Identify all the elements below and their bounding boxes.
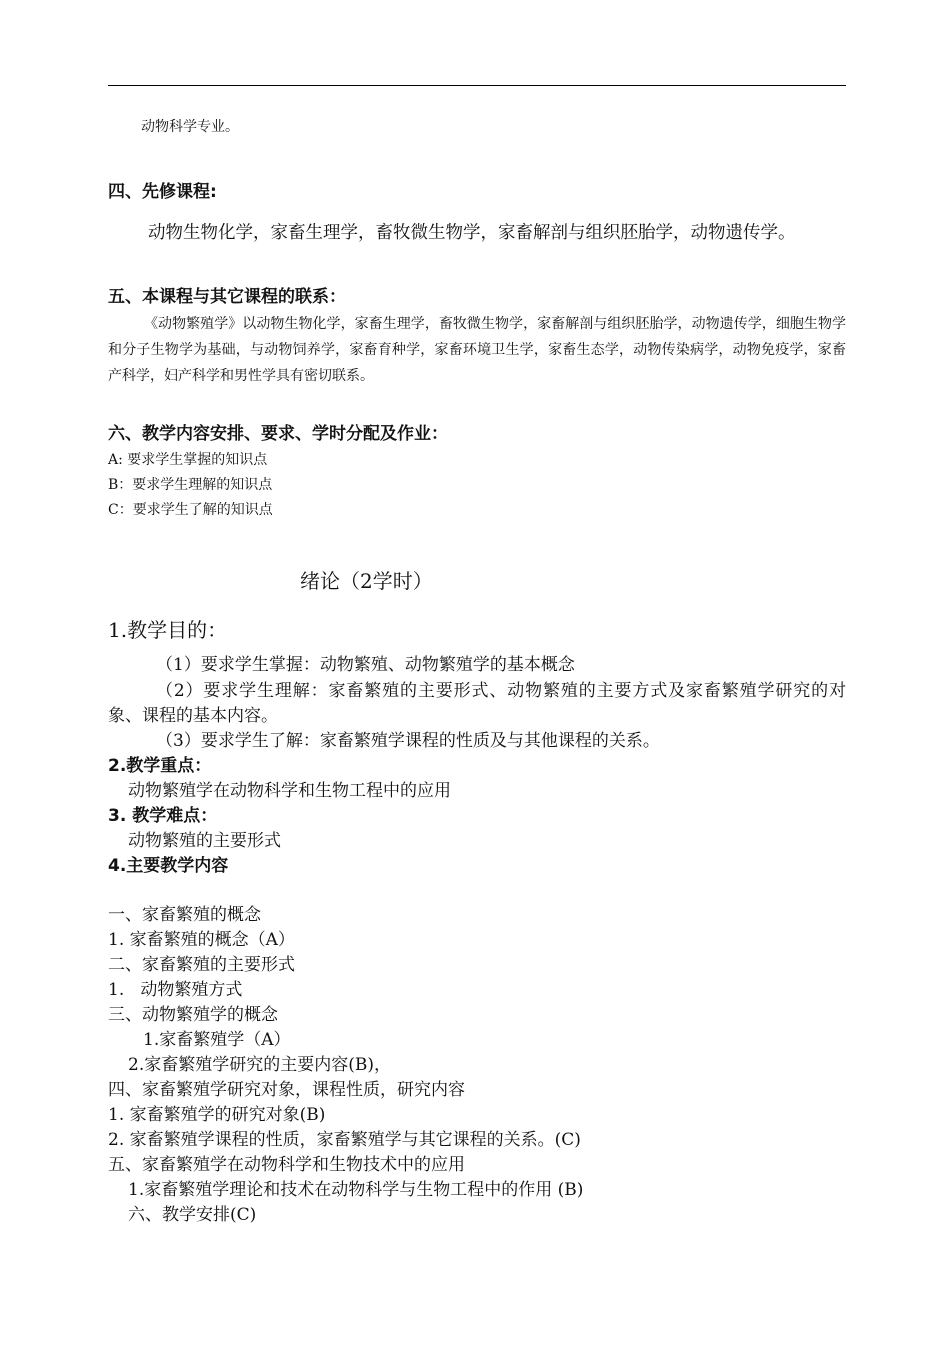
arrange-heading: 六、教学内容安排、要求、学时分配及作业：: [108, 424, 448, 444]
outline-item: 1.家畜繁殖学（A）: [143, 1030, 291, 1050]
outline-item: 2.家畜繁殖学研究的主要内容(B)，: [128, 1055, 391, 1075]
outline-item: 1. 家畜繁殖学的研究对象(B): [108, 1105, 326, 1125]
outline-item: 二、家畜繁殖的主要形式: [108, 955, 295, 975]
difficult-body: 动物繁殖的主要形式: [128, 831, 281, 851]
major-text: 动物科学专业。: [141, 119, 239, 135]
outline-item: 六、教学安排(C): [128, 1205, 257, 1225]
outline-item: 一、家畜繁殖的概念: [108, 905, 261, 925]
outline-item: 2. 家畜繁殖学课程的性质，家畜繁殖学与其它课程的关系。(C): [108, 1130, 581, 1150]
outline-item: 1.家畜繁殖学理论和技术在动物科学与生物工程中的作用 (B): [128, 1180, 584, 1200]
key-heading: 2.教学重点：: [108, 756, 212, 776]
relation-body: 《动物繁殖学》以动物生物化学，家畜生理学，畜牧微生物学，家畜解剖与组织胚胎学，动物遗传学，细胞生物学和分子生物学为基础，与动物饲养学，家畜育种学，家畜环境卫生学，家畜生态学，动物传染病学，动物免疫学，家畜产科学，妇产科学和男性学具有密切联系。: [108, 316, 846, 384]
outline-item: 三、动物繁殖学的概念: [108, 1005, 278, 1025]
relation-heading: 五、本课程与其它课程的联系：: [108, 287, 346, 307]
outline-item: 五、家畜繁殖学在动物科学和生物技术中的应用: [108, 1155, 465, 1175]
prereq-heading: 四、先修课程:: [108, 182, 217, 202]
outline-item: 1. 家畜繁殖的概念（A）: [108, 930, 295, 950]
chapter-title: 绪论（2学时）: [300, 569, 433, 593]
key-body: 动物繁殖学在动物科学和生物工程中的应用: [128, 781, 451, 801]
content-heading: 4.主要教学内容: [108, 856, 229, 876]
outline-item: 1. 动物繁殖方式: [108, 980, 243, 1000]
goal-item-1: （1）要求学生掌握：动物繁殖、动物繁殖学的基本概念: [156, 655, 575, 675]
goal-heading: 1.教学目的：: [108, 618, 228, 642]
level-b: B：要求学生理解的知识点: [108, 477, 273, 493]
difficult-heading: 3. 教学难点：: [108, 806, 218, 826]
goal-item-2: （2）要求学生理解：家畜繁殖的主要形式、动物繁殖的主要方式及家畜繁殖学研究的对象、课程的基本内容。: [108, 681, 846, 726]
goal-item-3: （3）要求学生了解：家畜繁殖学课程的性质及与其他课程的关系。: [156, 731, 660, 751]
prereq-body: 动物生物化学，家畜生理学，畜牧微生物学，家畜解剖与组织胚胎学，动物遗传学。: [148, 223, 796, 243]
level-c: C：要求学生了解的知识点: [108, 502, 273, 518]
outline-item: 四、家畜繁殖学研究对象，课程性质，研究内容: [108, 1080, 465, 1100]
level-a: A: 要求学生掌握的知识点: [108, 452, 268, 468]
header-rule: [108, 85, 846, 86]
